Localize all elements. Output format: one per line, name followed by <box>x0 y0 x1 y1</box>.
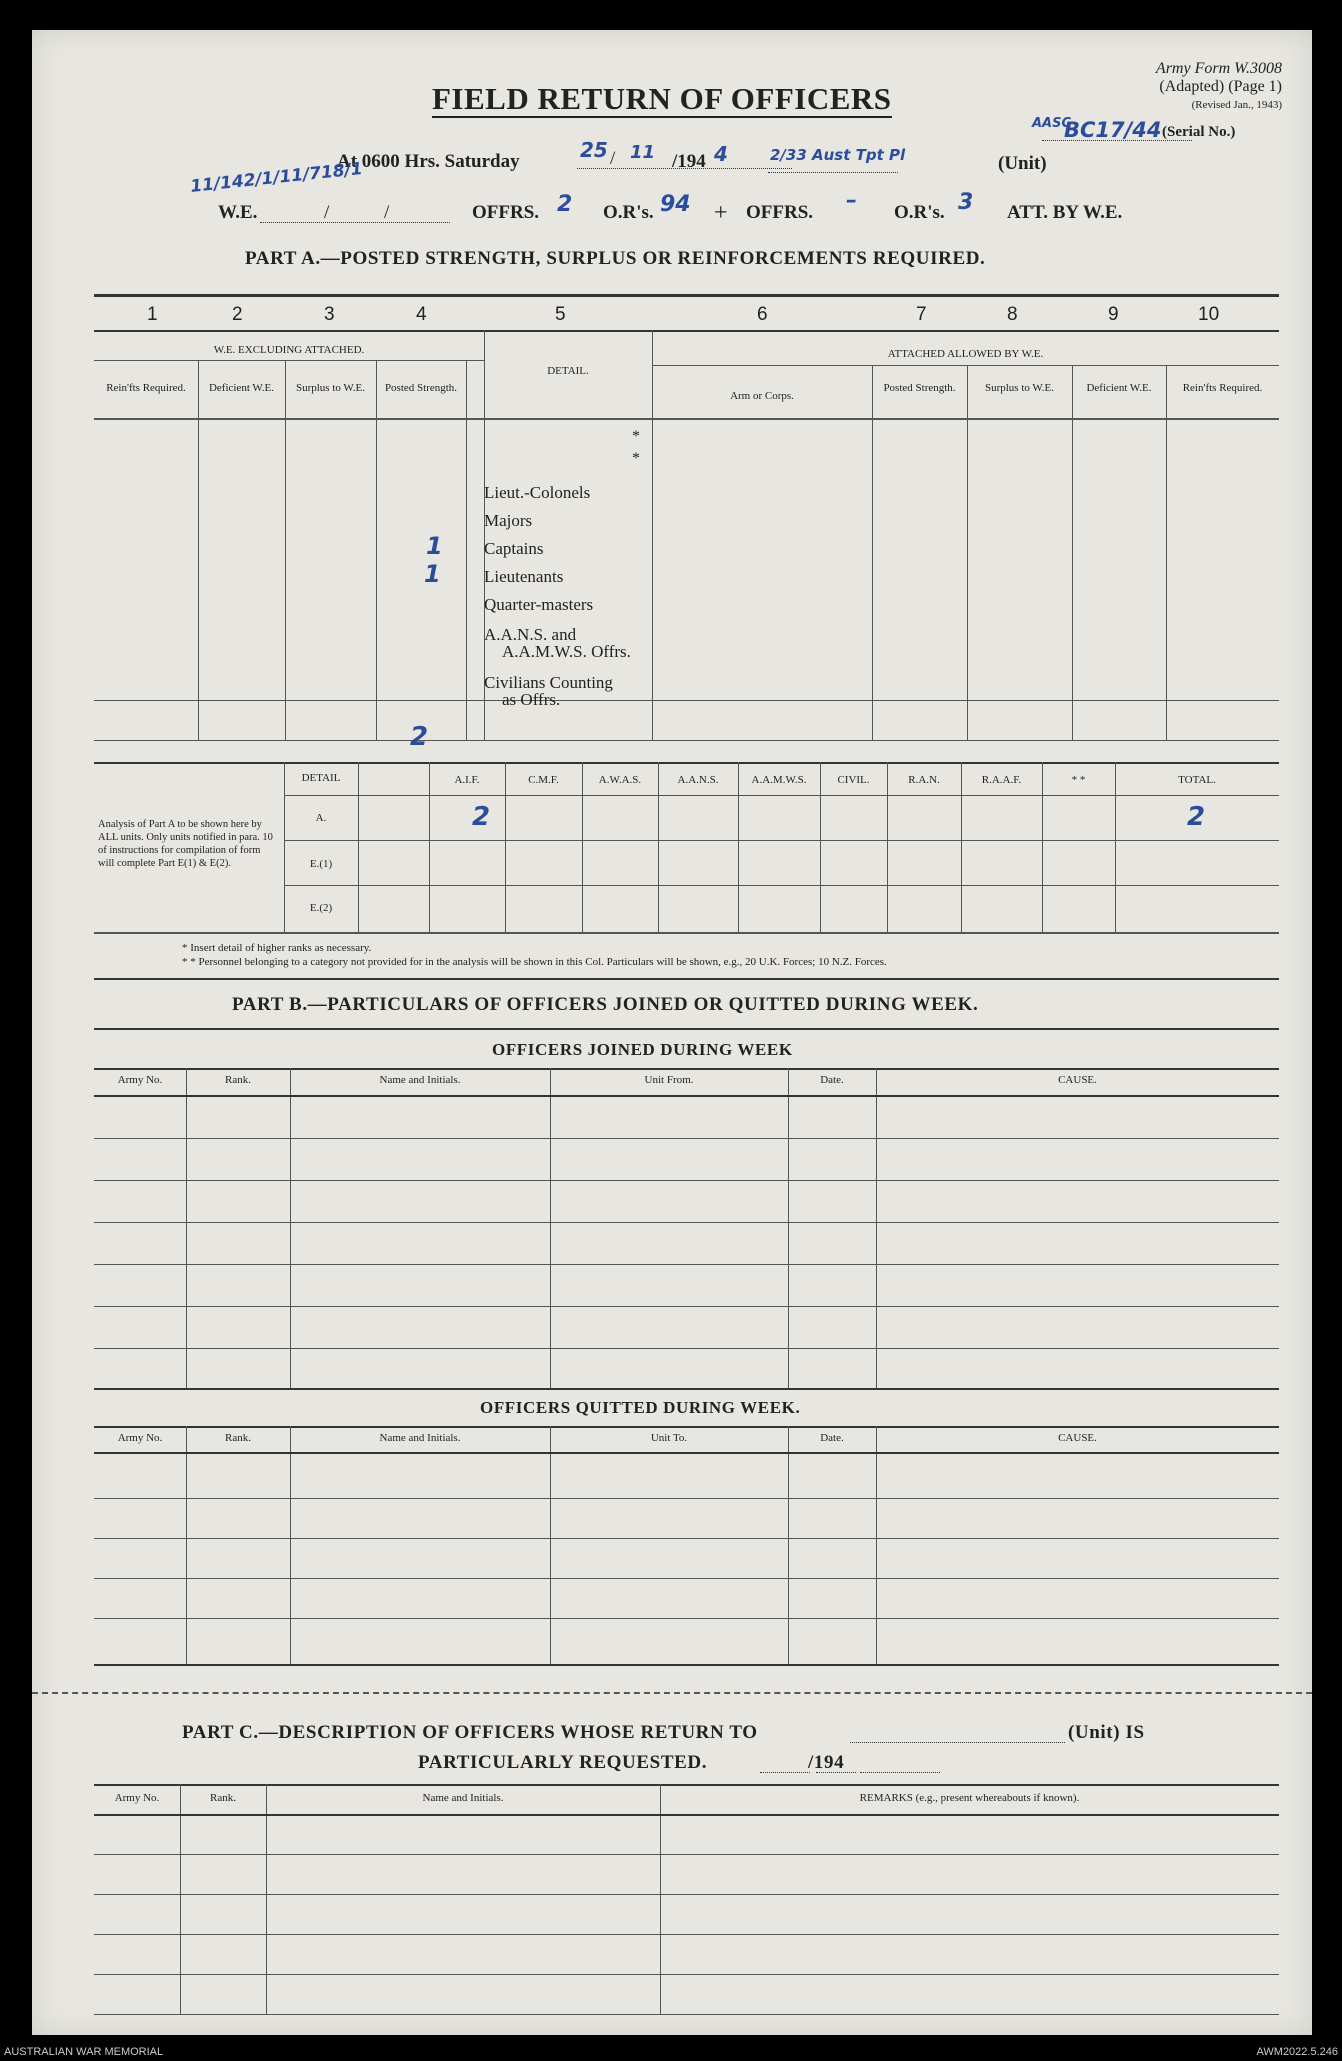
part-b-heading: PART B.—PARTICULARS OF OFFICERS JOINED OR QUITTED DURING WEEK. <box>232 994 979 1015</box>
analysis-col-total: TOTAL. <box>1178 774 1216 786</box>
part-a-heading: PART A.—POSTED STRENGTH, SURPLUS OR REINFORCEMENTS REQUIRED. <box>245 248 986 269</box>
star-marker-2: * <box>632 450 640 467</box>
offrs-label: OFFRS. <box>472 202 540 223</box>
rank-aamws: A.A.M.W.S. Offrs. <box>502 642 631 661</box>
col-attached-surplus: Surplus to W.E. <box>984 382 1055 394</box>
attached-allowed-header: ATTACHED ALLOWED BY W.E. <box>887 348 1044 360</box>
rank-lieut-colonels: Lieut.-Colonels <box>484 483 591 502</box>
part-c-date: /194 <box>808 1752 845 1773</box>
captains-posted: 1 <box>426 532 443 560</box>
col-attached-deficient: Deficient W.E. <box>1086 382 1152 394</box>
we-label: W.E. <box>218 202 258 223</box>
date-day: 25 <box>580 138 608 162</box>
col-arm-or-corps: Arm or Corps. <box>730 390 794 402</box>
analysis-row-e2: E.(2) <box>309 902 333 914</box>
we-excluding-attached-header: W.E. EXCLUDING ATTACHED. <box>213 344 365 356</box>
date-year-digit: 4 <box>714 142 728 166</box>
credit-left: AUSTRALIAN WAR MEMORIAL <box>4 2046 164 2058</box>
analysis-col-other: * * <box>1071 774 1086 786</box>
analysis-col-awas: A.W.A.S. <box>598 774 642 786</box>
rank-civilians: Civilians Counting <box>484 673 613 692</box>
footnote-2: * * Personnel belonging to a category not provided for in the analysis will be shown in this Col. Particulars will be shown, e.g., 20 U.K. Forces; 10 N.Z. Forces. <box>182 956 887 968</box>
part-c-requested: PARTICULARLY REQUESTED. <box>418 1752 708 1773</box>
date-month: 11 <box>630 142 656 163</box>
analysis-aif-a: 2 <box>472 802 491 832</box>
joined-heading: OFFICERS JOINED DURING WEEK <box>492 1040 793 1059</box>
credit-right: AWM2022.5.246 <box>1256 2046 1338 2058</box>
we-annotation: 11/142/1/11/718/1 <box>189 159 364 197</box>
rank-majors: Majors <box>484 511 533 530</box>
time-label: At 0600 Hrs. Saturday <box>337 151 520 172</box>
col-attached-posted-strength: Posted Strength. <box>883 382 956 394</box>
analysis-note: Analysis of Part A to be shown here by ALL units. Only units notified in para. 10 of instructions for compilation of form will complete Part E(1) & E(2). <box>98 819 273 869</box>
adapted-label: (Adapted) (Page 1) <box>1159 78 1282 95</box>
analysis-detail-header: DETAIL <box>301 772 341 784</box>
rank-lieutenants: Lieutenants <box>484 567 564 586</box>
analysis-col-ran: R.A.N. <box>908 774 940 786</box>
part-c-unit-label: (Unit) IS <box>1068 1722 1145 1743</box>
analysis-col-cmf: C.M.F. <box>528 774 559 786</box>
footnote-1: * Insert detail of higher ranks as necessary. <box>182 942 372 954</box>
analysis-col-aamws: A.A.M.W.S. <box>751 774 807 786</box>
col-posted-strength: Posted Strength. <box>384 382 458 394</box>
page-title: FIELD RETURN OF OFFICERS <box>432 81 892 116</box>
rank-captains: Captains <box>484 539 544 558</box>
quitted-heading: OFFICERS QUITTED DURING WEEK. <box>480 1398 801 1417</box>
offrs-value: 2 <box>557 192 573 217</box>
form-page: Army Form W.3008 (Adapted) (Page 1) (Revised Jan., 1943) FIELD RETURN OF OFFICERS AASC BC17/44 (Serial No.) At 0600 Hrs. Saturday 25 / 11 /194 4 2/33 Aust Tpt Pl (Unit) 11/142/1/11/718/1 W.E. / / OFFRS. 2 O.R's. 94 + OFFRS. – O.R's. 3 ATT. BY W.E. PART A.—POSTED STRENGTH, SURPLUS OR REINFORCEMENTS REQUIRED. 1 2 3 4 5 6 7 8 9 10 W.E. EXCLUDING ATTACHED. ATTACHED ALLOWED BY W.E. DETAIL. Rein'fts Required. Deficient W.E. Surplus to W.E. Posted Strength. Arm or Corps. Posted Strength. Surplus to W.E. Deficient W.E. Rein'fts Required. * * Lieut.-Colonels Majors Captains Lieutenants Quarter-masters A.A.N.S. and A.A.M.W.S. Offrs. Civilians Counting as Offrs. 1 1 2 Analysis of Part A to be shown here by ALL units. Only units notified in para. 10 of instructions for compilation of form will complete Part E(1) & E(2). DETAIL A.I.F. C.M.F. A.W.A.S. A.A.N.S. A.A.M.W.S. CIVIL. R.A.N. R.A.A.F. * * TOTAL. A. E.(1) E.(2) 2 2 * Insert detail of higher ranks as necessary. * * Personnel belonging to a category not provided for in the analysis will be shown in this Col. Particulars will be shown, e.g., 20 U.K. Forces; 10 N.Z. Forces. PART B.—PARTICULARS OF OFFICERS JOINED OR QUITTED DURING WEEK. OFFICERS JOINED DURING WEEK Army No. Rank. Name and Initials. Unit From. Date. CAUSE. OFFICERS QUITTED DURING WEEK. Army No. Rank. Name and Initials. Unit To. Date. CAUSE. PART C.—DESCRIPTION OF OFFICERS WHOSE RETURN TO (Unit) IS PARTICULARLY REQUESTED. /194 Army No. Rank. Name and Initials. REMARKS (e.g., present whereabouts if known). <box>32 30 1312 2035</box>
star-marker: * <box>632 428 640 445</box>
total-posted: 2 <box>410 722 429 752</box>
ors2-label: O.R's. <box>894 202 945 223</box>
lieutenants-posted: 1 <box>424 560 441 588</box>
analysis-row-a: A. <box>315 812 327 824</box>
analysis-col-aans: A.A.N.S. <box>677 774 719 786</box>
serial-label: (Serial No.) <box>1162 124 1236 140</box>
analysis-col-aif: A.I.F. <box>454 774 480 786</box>
rank-aans: A.A.N.S. and <box>484 625 577 644</box>
rank-civilians-2: as Offrs. <box>502 690 561 709</box>
analysis-col-raaf: R.A.A.F. <box>981 774 1022 786</box>
offrs2-value: – <box>846 188 857 213</box>
col-reinfts-required: Rein'fts Required. <box>106 382 186 394</box>
army-form-number: Army Form W.3008 <box>1155 60 1282 77</box>
revised-label: (Revised Jan., 1943) <box>1191 99 1282 111</box>
unit-label: (Unit) <box>998 153 1047 174</box>
detail-header: DETAIL. <box>547 365 589 377</box>
serial-value: BC17/44 <box>1064 118 1162 142</box>
analysis-total-a: 2 <box>1187 802 1206 832</box>
col-deficient-we: Deficient W.E. <box>208 382 275 394</box>
offrs2-label: OFFRS. <box>746 202 814 223</box>
col-surplus-to-we: Surplus to W.E. <box>295 382 366 394</box>
analysis-col-civil: CIVIL. <box>837 774 870 786</box>
part-c-heading: PART C.—DESCRIPTION OF OFFICERS WHOSE RETURN TO <box>182 1722 758 1743</box>
date-year-prefix: /194 <box>672 151 706 172</box>
col-attached-reinfts: Rein'fts Required. <box>1182 382 1263 394</box>
ors-label: O.R's. <box>603 202 654 223</box>
att-label: ATT. BY W.E. <box>1007 202 1123 223</box>
unit-value: 2/33 Aust Tpt Pl <box>770 146 906 164</box>
army-form-reference <box>1156 60 1282 114</box>
rank-quarter-masters: Quarter-masters <box>484 595 594 614</box>
ors2-value: 3 <box>958 190 974 215</box>
unit-annotation: AASC <box>1032 116 1072 131</box>
analysis-row-e1: E.(1) <box>309 858 333 870</box>
plus-sign: + <box>714 200 728 226</box>
tear-line <box>32 1692 1312 1694</box>
ors-value: 94 <box>660 192 691 217</box>
